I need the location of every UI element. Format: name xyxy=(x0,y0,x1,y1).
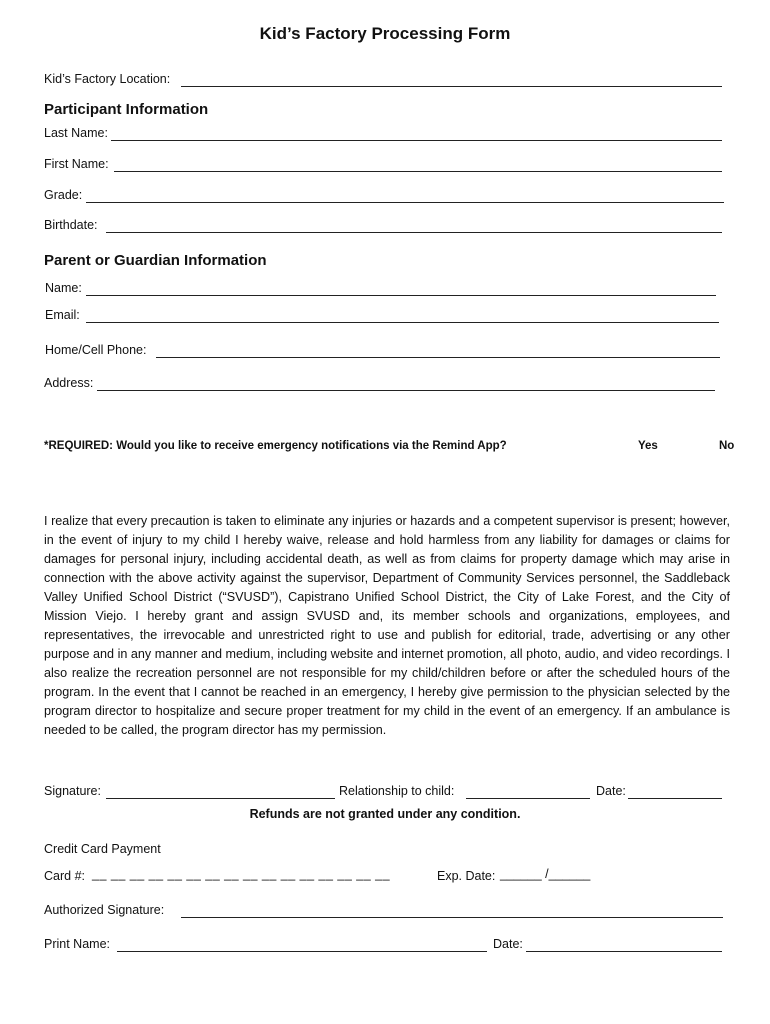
card-number-field[interactable]: __ __ __ __ __ __ __ __ __ __ __ __ __ __ __ __ xyxy=(92,867,391,881)
relationship-label: Relationship to child: xyxy=(339,784,455,798)
first-name-field[interactable] xyxy=(114,171,722,172)
remind-question: *REQUIRED: Would you like to receive emergency notifications via the Remind App? xyxy=(44,440,507,452)
grade-label: Grade: xyxy=(44,188,83,202)
first-name-label: First Name: xyxy=(44,157,109,171)
authorized-signature-label: Authorized Signature: xyxy=(44,903,165,917)
payment-heading: Credit Card Payment xyxy=(44,842,161,856)
form-title: Kid’s Factory Processing Form xyxy=(259,24,511,43)
grade-field[interactable] xyxy=(86,202,724,203)
remind-no-option[interactable]: No xyxy=(719,440,735,452)
relationship-field[interactable] xyxy=(466,798,590,799)
print-name-field[interactable] xyxy=(117,951,487,952)
phone-field[interactable] xyxy=(156,357,720,358)
participant-heading: Participant Information xyxy=(44,101,209,118)
signature-date-label: Date: xyxy=(596,784,626,798)
exp-date-field[interactable]: ______ /______ xyxy=(500,867,591,881)
phone-label: Home/Cell Phone: xyxy=(45,343,147,357)
signature-label: Signature: xyxy=(44,784,101,798)
guardian-name-label: Name: xyxy=(45,281,82,295)
waiver-paragraph: I realize that every precaution is taken to eliminate any injuries or hazards and a competent supervisor is present; however, in the event of injury to my child I hereby waive, release and hold harmless from any liability for damages or claims for damages for personal injury, including accidental death, as well as from claims for property damage which may arise in connection with the above activity against the supervisor, Department of Community Services personnel, the Saddleback Valley Unified School District (“SVUSD”), Capistrano Unified School District, the City of Lake Forest, and the City of Mission Viejo. I hereby grant and assign SVUSD and, its member schools and organizations, employees, and representatives, the irrevocable and unrestricted right to use and publish for editorial, trade, advertising or any other purpose and in any manner and medium, including website and internet promotion, all photo, audio, and video recordings. I also realize the recreation personnel are not responsible for my child/children before or after the scheduled hours of the program. In the event that I cannot be reached in an emergency, I hereby give permission to the physician selected by the program director to hospitalize and secure proper treatment for my child in the event of an emergency. If an ambulance is needed to be called, the program director has my permission. xyxy=(44,514,730,737)
guardian-heading: Parent or Guardian Information xyxy=(44,252,267,269)
remind-yes-option[interactable]: Yes xyxy=(638,440,658,452)
email-label: Email: xyxy=(45,308,80,322)
guardian-name-field[interactable] xyxy=(86,295,716,296)
exp-date-label: Exp. Date: xyxy=(437,869,496,883)
address-field[interactable] xyxy=(97,390,715,391)
card-number-label: Card #: xyxy=(44,869,85,883)
email-field[interactable] xyxy=(86,322,719,323)
print-date-field[interactable] xyxy=(526,951,722,952)
print-name-label: Print Name: xyxy=(44,937,110,951)
signature-field[interactable] xyxy=(106,798,335,799)
print-date-label: Date: xyxy=(493,937,523,951)
last-name-field[interactable] xyxy=(111,140,722,141)
refunds-notice: Refunds are not granted under any condition. xyxy=(249,807,521,821)
authorized-signature-field[interactable] xyxy=(181,917,723,918)
last-name-label: Last Name: xyxy=(44,126,108,140)
birthdate-field[interactable] xyxy=(106,232,722,233)
birthdate-label: Birthdate: xyxy=(44,218,98,232)
signature-date-field[interactable] xyxy=(628,798,722,799)
location-field[interactable] xyxy=(181,86,722,87)
location-label: Kid’s Factory Location: xyxy=(44,72,171,86)
address-label: Address: xyxy=(44,376,94,390)
